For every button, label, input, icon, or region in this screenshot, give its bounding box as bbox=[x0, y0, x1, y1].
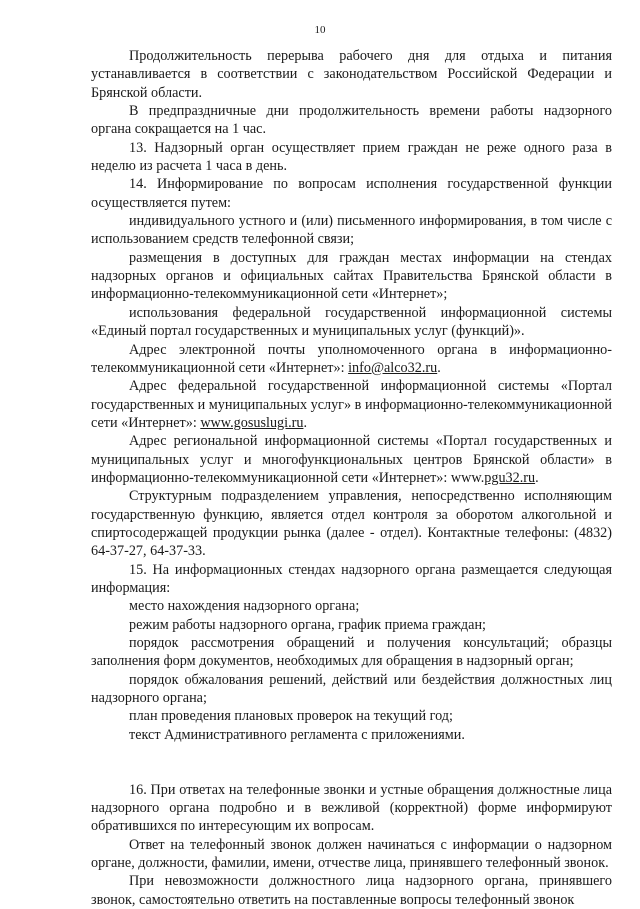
paragraph: 16. При ответах на телефонные звонки и устные обращения должностные лица надзорного органа подробно и в вежливой (корректной) форме информируют обратившихся по интересующим их вопросам. bbox=[91, 781, 612, 835]
paragraph: место нахождения надзорного органа; bbox=[129, 598, 360, 615]
paragraph: порядок рассмотрения обращений и получения консультаций; образцы заполнения форм документов, необходимых для обращения в надзорный орган; bbox=[91, 635, 612, 670]
paragraph-pgu bbox=[91, 432, 612, 487]
paragraph: Структурным подразделением управления, непосредственно исполняющим государственную функцию, является отдел контроля за оборотом алкогольной и спиртосодержащей продукции рынка (далее - отдел). Контактные телефоны: (4832) 64-37-27, 64-37-33. bbox=[91, 488, 612, 560]
paragraph-text: Адрес электронной почты уполномоченного органа в информационно-телекоммуникационной сети «Интернет»: bbox=[91, 341, 612, 376]
paragraph: порядок обжалования решений, действий или бездействия должностных лиц надзорного органа; bbox=[91, 671, 612, 707]
paragraph: 15. На информационных стендах надзорного органа размещается следующая информация: bbox=[91, 561, 612, 596]
punctuation: . bbox=[303, 414, 307, 431]
paragraph: использования федеральной государственной информационной системы «Единый портал государственных и муниципальных услуг (функций)». bbox=[91, 304, 612, 340]
paragraph-text: Адрес федеральной государственной информационной системы «Портал государственных и муниципальных услуг» в информационно-телекоммуникационной сети «Интернет»: bbox=[91, 378, 612, 431]
punctuation: . bbox=[437, 359, 441, 376]
gosuslugi-link[interactable]: www.gosuslugi.ru bbox=[200, 414, 304, 431]
paragraph-email bbox=[91, 341, 612, 378]
paragraph: режим работы надзорного органа, график приема граждан; bbox=[129, 616, 486, 633]
paragraph-gosuslugi bbox=[91, 377, 612, 432]
page-number: 10 bbox=[314, 24, 326, 36]
pgu-link[interactable]: pgu32.ru bbox=[484, 469, 536, 486]
paragraph: размещения в доступных для граждан местах информации на стендах надзорных органов и официальных сайтах Правительства Брянской области в информационно-телекоммуникационной сети «Интернет»; bbox=[91, 249, 612, 303]
paragraph: индивидуального устного и (или) письменного информирования, в том числе с использованием средств телефонной связи; bbox=[91, 213, 612, 248]
paragraph: 13. Надзорный орган осуществляет прием граждан не реже одного раза в неделю из расчета 1 часа в день. bbox=[91, 139, 612, 175]
document-body bbox=[91, 47, 612, 909]
email-link[interactable]: info@alco32.ru bbox=[348, 359, 438, 376]
paragraph: Продолжительность перерыва рабочего дня для отдыха и питания устанавливается в соответствии с законодательством Российской Федерации и Брянской области. bbox=[91, 48, 612, 101]
paragraph: текст Административного регламента с приложениями. bbox=[129, 726, 465, 743]
paragraph-text: Адрес региональной информационной системы «Портал государственных и муниципальных услуг и многофункциональных центров Брянской области» в информационно-телекоммуникационной сети «Интернет»: www. bbox=[91, 433, 612, 486]
paragraph: В предпраздничные дни продолжительность времени работы надзорного органа сокращается на 1 час. bbox=[91, 103, 612, 138]
paragraph: При невозможности должностного лица надзорного органа, принявшего звонок, самостоятельно ответить на поставленные вопросы телефонный звонок bbox=[91, 873, 612, 908]
paragraph: план проведения плановых проверок на текущий год; bbox=[129, 708, 453, 725]
punctuation: . bbox=[535, 469, 539, 486]
paragraph: 14. Информирование по вопросам исполнения государственной функции осуществляется путем: bbox=[91, 176, 612, 211]
section-gap bbox=[91, 744, 612, 781]
paragraph: Ответ на телефонный звонок должен начинаться с информации о надзорном органе, должности, фамилии, имени, отчестве лица, принявшего телефонный звонок. bbox=[91, 836, 612, 872]
